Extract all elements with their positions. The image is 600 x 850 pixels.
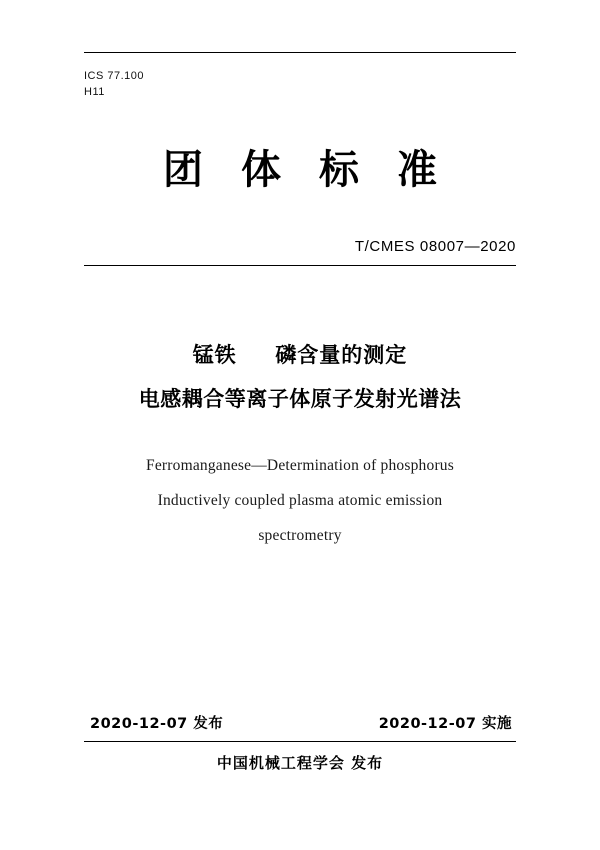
implementation-date: 2020-12-07 实施 [378,716,512,732]
publisher-name: 中国机械工程学会 发布 [216,754,384,772]
top-divider-rule [84,52,516,53]
chinese-title-subject: 锰铁 [192,343,237,367]
issue-date: 2020-12-07 发布 [90,716,224,732]
chinese-title-line-2: 电感耦合等离子体原子发射光谱法 [138,387,462,411]
chinese-title [60,337,540,417]
chinese-title-topic: 磷含量的测定 [275,343,408,367]
header-codes [84,68,144,100]
english-title [60,448,540,553]
bottom-divider-rule [84,741,516,742]
classification-code: H11 [84,86,105,98]
standard-number: T/CMES 08007—2020 [354,238,516,255]
ics-code: ICS 77.100 [84,70,145,82]
english-title-line-1: Ferromanganese—Determination of phosphorus [146,457,454,474]
chinese-title-line-1 [60,337,540,373]
english-title-line-3: spectrometry [258,527,342,544]
english-title-line-2: Inductively coupled plasma atomic emission [157,492,443,509]
middle-divider-rule [84,265,516,266]
page-title: 团体标准 [163,147,475,193]
